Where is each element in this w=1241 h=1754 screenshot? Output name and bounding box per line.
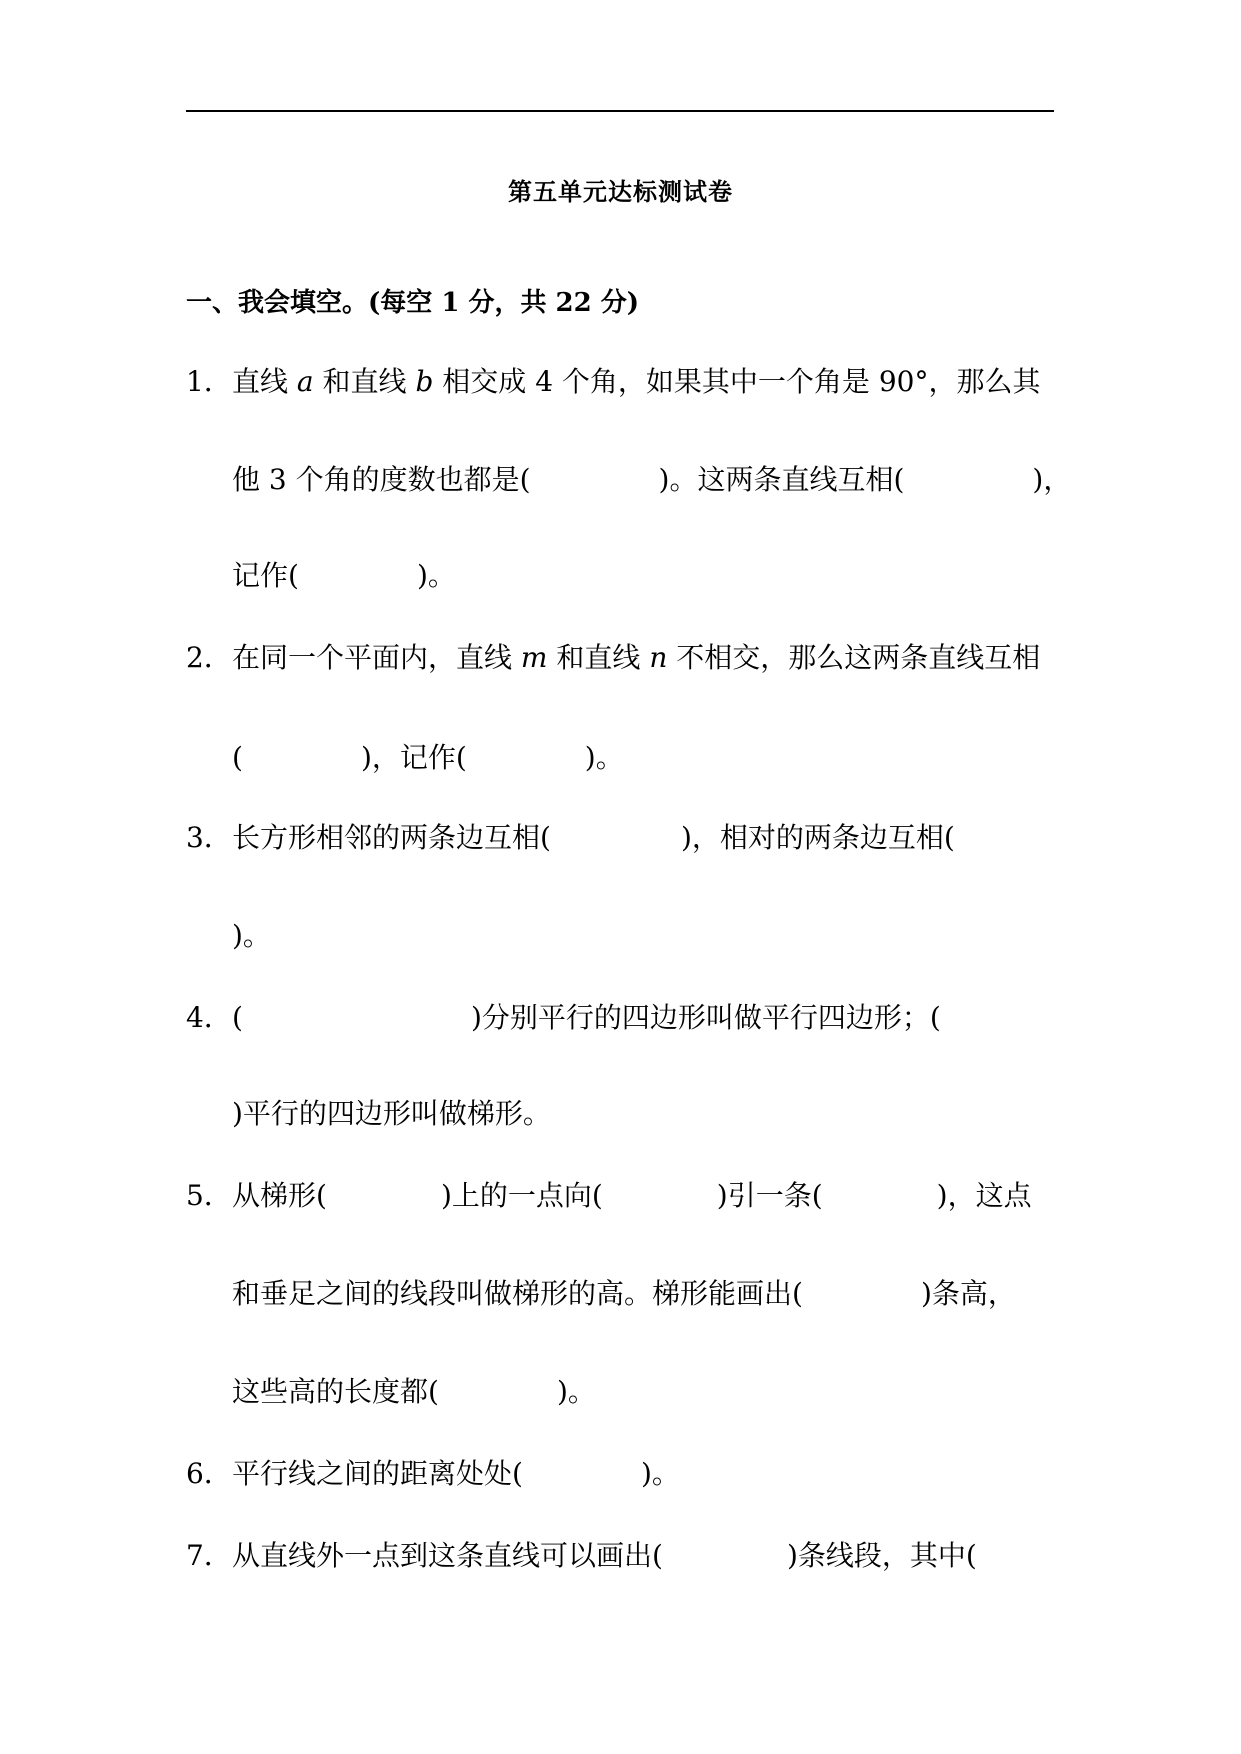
question-4-line-2: )平行的四边形叫做梯形。 [232, 1097, 551, 1130]
question-7-number: 7． [186, 1539, 232, 1572]
page-title: 第五单元达标测试卷 [508, 177, 733, 206]
question-5-line-1: 5．从梯形( )上的一点向( )引一条( )，这点 [186, 1179, 1032, 1212]
question-5-line-2: 和垂足之间的线段叫做梯形的高。梯形能画出( )条高， [232, 1277, 1016, 1310]
question-1-number: 1． [186, 365, 232, 398]
variable-a: a [296, 365, 314, 398]
question-2-number: 2． [186, 641, 232, 674]
header-rule [186, 110, 1054, 112]
variable-n: n [649, 641, 668, 674]
variable-m: m [520, 641, 548, 674]
question-3-number: 3． [186, 821, 232, 854]
variable-b: b [415, 365, 434, 398]
question-6-line-1: 6．平行线之间的距离处处( )。 [186, 1457, 680, 1490]
question-6-number: 6． [186, 1457, 232, 1490]
question-2-line-1: 2．在同一个平面内，直线 m 和直线 n 不相交，那么这两条直线互相 [186, 641, 1041, 674]
question-4-number: 4． [186, 1001, 232, 1034]
question-1-line-3: 记作( )。 [232, 559, 456, 592]
question-7-line-1: 7．从直线外一点到这条直线可以画出( )条线段，其中( [186, 1539, 977, 1572]
question-1-line-2: 他 3 个角的度数也都是( )。这两条直线互相( )， [232, 463, 1072, 496]
question-3-line-1: 3．长方形相邻的两条边互相( )，相对的两条边互相( [186, 821, 955, 854]
question-5-number: 5． [186, 1179, 232, 1212]
question-4-line-1: 4．( )分别平行的四边形叫做平行四边形；( [186, 1001, 941, 1034]
section-heading: 一、我会填空。(每空 1 分，共 22 分) [186, 288, 640, 318]
question-3-line-2: )。 [232, 919, 271, 952]
question-2-line-2: ( )，记作( )。 [232, 741, 624, 774]
question-5-line-3: 这些高的长度都( )。 [232, 1375, 596, 1408]
question-1-line-1: 1．直线 a 和直线 b 相交成 4 个角，如果其中一个角是 90°，那么其 [186, 365, 1041, 398]
